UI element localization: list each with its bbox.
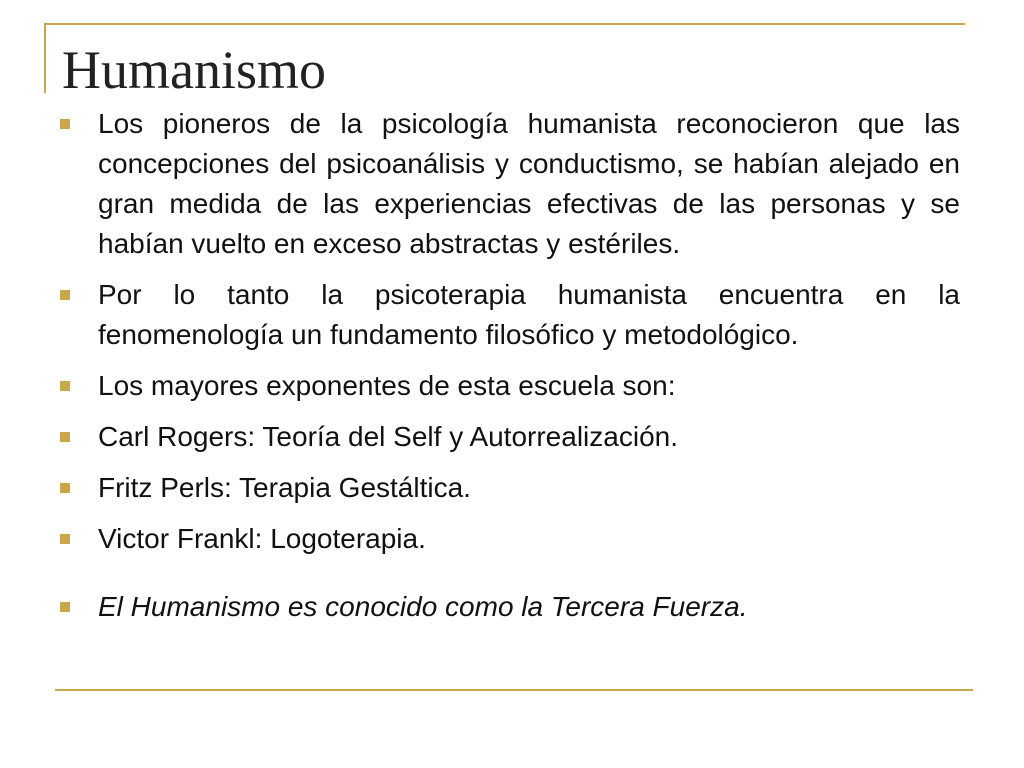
square-bullet-icon (60, 432, 70, 442)
bullet-item (60, 275, 960, 355)
bullet-text: Por lo tanto la psicoterapia humanista encuentra en la fenomenología un fundamento filosófico y metodológico. (98, 279, 960, 350)
bullet-item (60, 468, 960, 508)
square-bullet-icon (60, 534, 70, 544)
top-rule (44, 23, 965, 25)
slide-title: Humanismo (62, 40, 326, 100)
bullet-item (60, 104, 960, 264)
square-bullet-icon (60, 119, 70, 129)
square-bullet-icon (60, 290, 70, 300)
bullet-item (60, 519, 960, 559)
bottom-rule (55, 689, 973, 691)
bullet-text: Carl Rogers: Teoría del Self y Autorrealización. (98, 421, 678, 452)
bullet-list (60, 104, 960, 638)
square-bullet-icon (60, 602, 70, 612)
bullet-text: Fritz Perls: Terapia Gestáltica. (98, 472, 471, 503)
square-bullet-icon (60, 483, 70, 493)
square-bullet-icon (60, 381, 70, 391)
bullet-text: Victor Frankl: Logoterapia. (98, 523, 426, 554)
bullet-text: El Humanismo es conocido como la Tercera Fuerza. (98, 591, 748, 622)
bullet-text: Los pioneros de la psicología humanista reconocieron que las concepciones del psicoanálisis y conductismo, se habían alejado en gran medida de las experiencias efectivas de las personas y se habían vuelto en exceso abstractas y estériles. (98, 108, 960, 259)
bullet-item (60, 587, 960, 627)
bullet-text: Los mayores exponentes de esta escuela son: (98, 370, 676, 401)
bullet-item (60, 366, 960, 406)
bullet-item (60, 417, 960, 457)
left-rule (44, 23, 46, 93)
